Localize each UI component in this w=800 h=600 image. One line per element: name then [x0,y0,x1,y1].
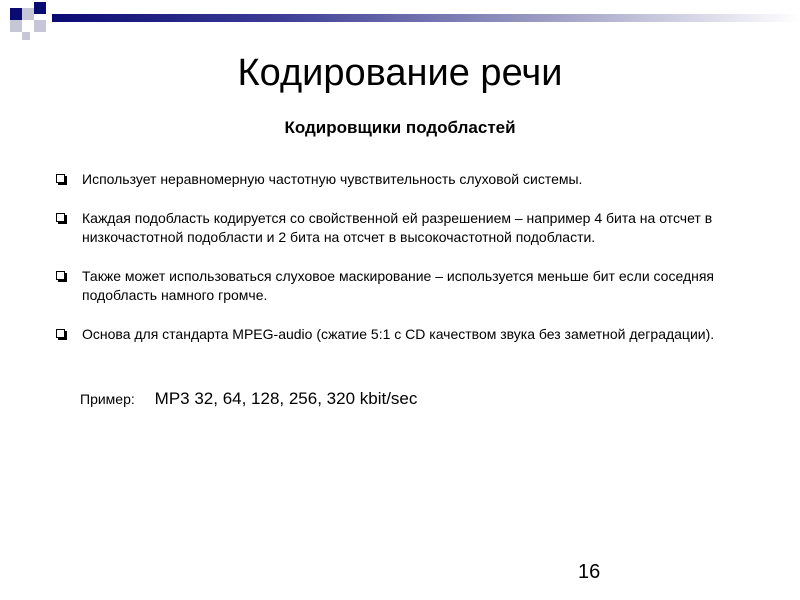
deco-square-dark [10,8,22,20]
deco-square-dark [34,2,46,14]
bullet-text: Также может использоваться слуховое маскирование – используется меньше бит если соседняя подобласть намного громче. [82,268,715,303]
bullet-item [50,170,750,189]
header-gradient-bar [52,14,800,22]
example-line [80,388,417,410]
page-number: 16 [578,561,601,583]
bullet-text: Каждая подобласть кодируется со свойственной ей разрешением – например 4 бита на отсчет в низкочастотной подобласти и 2 бита на отсчет в высокочастотной подобласти. [82,210,713,245]
slide-title: Кодирование речи [237,52,563,95]
hollow-square-bullet-icon [56,174,65,183]
deco-square-light [22,8,34,20]
bullet-text: Использует неравномерную частотную чувствительность слуховой системы. [82,171,583,187]
bullet-text: Основа для стандарта MPEG-audio (сжатие 5:1 с CD качеством звука без заметной деградации). [82,326,715,342]
deco-square-light [10,20,22,32]
example-value: MP3 32, 64, 128, 256, 320 kbit/sec [154,389,418,408]
hollow-square-bullet-icon [56,271,65,280]
slide-subtitle: Кодировщики подобластей [284,118,516,137]
bullet-item [50,325,750,344]
example-label: Пример: [80,391,135,407]
header-decoration [0,0,800,40]
deco-square-light [22,32,30,40]
hollow-square-bullet-icon [56,329,65,338]
hollow-square-bullet-icon [56,213,65,222]
deco-square-light [34,20,46,32]
bullet-list [50,170,750,364]
bullet-item [50,267,750,305]
bullet-item [50,209,750,247]
